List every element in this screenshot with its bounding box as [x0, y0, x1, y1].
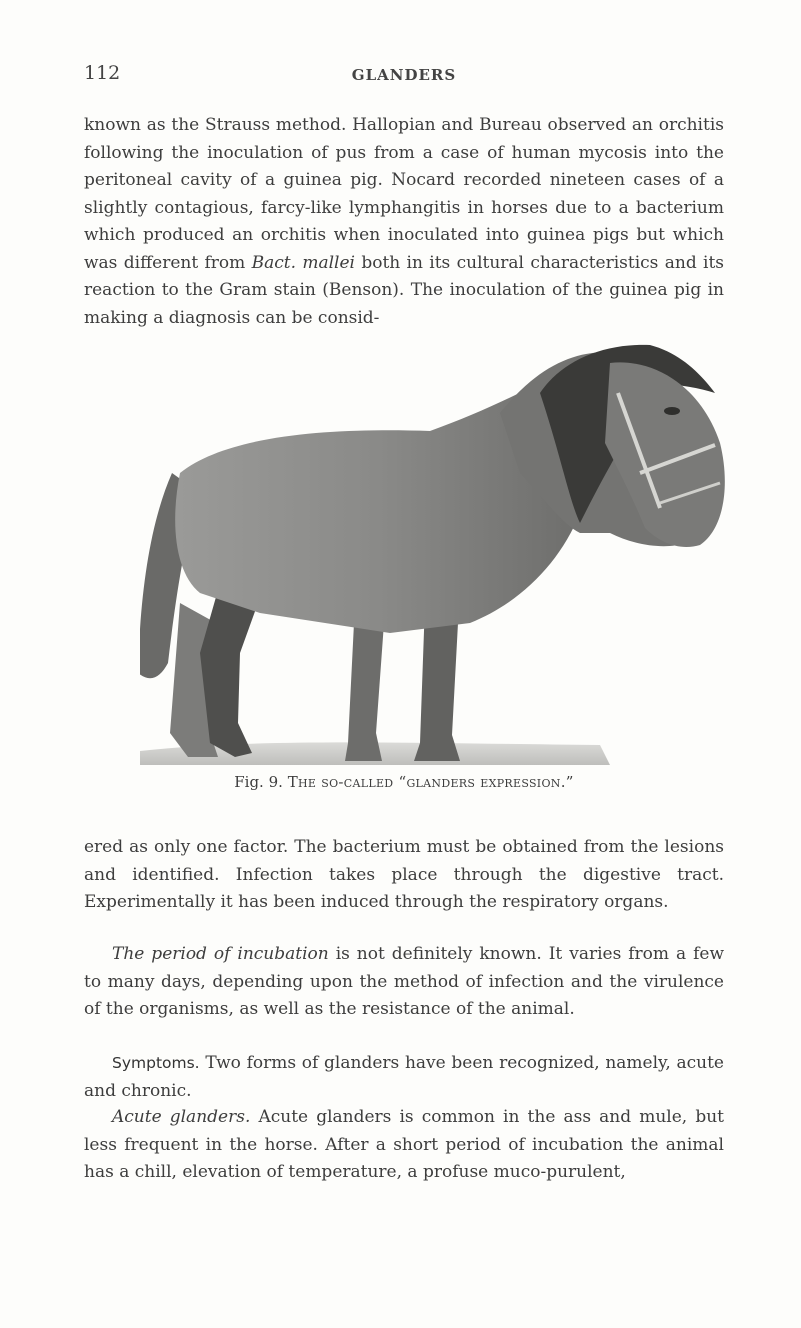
incubation-term: The period of incubation	[112, 944, 329, 964]
paragraph-5-text: Acute glanders is common in the ass and mule, but less frequent in the horse. After a short period of incubation the animal has a chill, elevation of temperature, a profuse muco-purulent,	[84, 1107, 724, 1182]
paragraph-3-text: is not definitely known. It varies from a few to many days, depending upon the method of infection and the virulence of the organisms, as well as the resistance of the animal.	[84, 944, 724, 1019]
page-header	[84, 62, 724, 92]
page-number: 112	[84, 62, 121, 84]
acute-glanders-heading: Acute glanders.	[112, 1107, 251, 1127]
running-title: GLANDERS	[351, 66, 457, 84]
symptoms-heading: Symptoms.	[112, 1054, 200, 1072]
figure-caption	[84, 773, 724, 791]
paragraph-1-text: known as the Strauss method. Hallopian and Bureau observed an orchitis following the inoculation of pus from a case of human mycosis into the peritoneal cavity of a guinea pig. Nocard recorded nineteen cases of a slightly contagious, farcy-like lymphangitis in horses due to a bacterium which produced an orchitis when inoculated into guinea pigs but which was different from	[84, 115, 724, 273]
paragraph-1-end: both in its cultural characteristics and its reaction to the Gram stain (Benson). The inoculation of the guinea pig in making a diagnosis can be consid-	[84, 252, 725, 328]
species-name: Bact. mallei	[251, 252, 355, 273]
paragraph-5	[84, 1104, 724, 1187]
paragraph-4	[84, 1050, 724, 1105]
horse-photograph	[140, 333, 730, 765]
paragraph-2: ered as only one factor. The bacterium must be obtained from the lesions and identified. Infection takes place through the digestive tract. Experimentally it has been induced through the respiratory organs.	[84, 837, 724, 912]
paragraph-4-text: Two forms of glanders have been recognized, namely, acute and chronic.	[84, 1053, 724, 1101]
paragraph-1	[84, 112, 724, 332]
paragraph-3	[84, 941, 724, 1024]
figure-label: Fig. 9.	[234, 773, 283, 791]
figure-caption-text: The so-called “glanders expression.”	[287, 773, 574, 791]
